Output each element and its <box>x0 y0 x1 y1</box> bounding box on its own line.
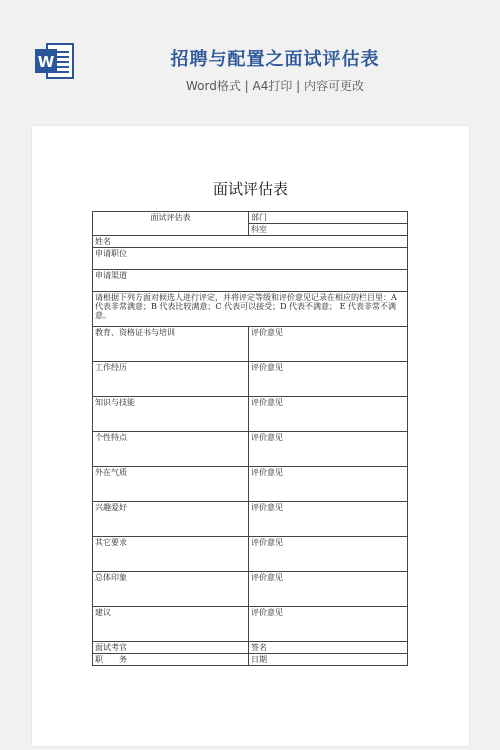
table-row <box>93 292 408 327</box>
page-subtitle: Word格式 | A4打印 | 内容可更改 <box>185 79 365 93</box>
page-header <box>0 0 500 120</box>
word-icon-letter: W <box>37 53 55 71</box>
criteria-row <box>93 397 408 432</box>
criteria-row <box>93 432 408 467</box>
criteria-row <box>93 327 408 362</box>
criteria-row <box>93 572 408 607</box>
criteria-row <box>93 362 408 397</box>
table-row <box>93 248 408 270</box>
form-head-cell: 面试评估表 <box>93 212 249 236</box>
table-row <box>93 236 408 248</box>
table-row <box>93 654 408 666</box>
document-title: 面试评估表 <box>212 180 288 198</box>
evaluation-form-table <box>92 211 408 666</box>
document-page <box>32 126 469 746</box>
criteria-comment: 评价意见 <box>249 607 408 642</box>
dept-cell: 部门 <box>249 212 408 224</box>
criteria-comment: 评价意见 <box>249 327 408 362</box>
criteria-comment: 评价意见 <box>249 397 408 432</box>
word-icon <box>33 40 75 82</box>
criteria-comment: 评价意见 <box>249 537 408 572</box>
job-title-cell: 职 务 <box>93 654 249 666</box>
criteria-label: 工作经历 <box>93 362 249 397</box>
criteria-label: 建议 <box>93 607 249 642</box>
name-cell: 姓名 <box>93 236 408 248</box>
criteria-row <box>93 467 408 502</box>
table-row <box>93 642 408 654</box>
table-row <box>93 270 408 292</box>
criteria-label: 外在气质 <box>93 467 249 502</box>
criteria-comment: 评价意见 <box>249 432 408 467</box>
criteria-comment: 评价意见 <box>249 502 408 537</box>
section-cell: 科室 <box>249 224 408 236</box>
criteria-label: 兴趣爱好 <box>93 502 249 537</box>
criteria-row <box>93 607 408 642</box>
channel-cell: 申请渠道 <box>93 270 408 292</box>
criteria-comment: 评价意见 <box>249 572 408 607</box>
criteria-comment: 评价意见 <box>249 467 408 502</box>
criteria-label: 总体印象 <box>93 572 249 607</box>
criteria-row <box>93 537 408 572</box>
date-cell: 日期 <box>249 654 408 666</box>
criteria-row <box>93 502 408 537</box>
page-title: 招聘与配置之面试评估表 <box>170 49 380 70</box>
position-cell: 申请职位 <box>93 248 408 270</box>
table-row <box>93 212 408 224</box>
interviewer-cell: 面试考官 <box>93 642 249 654</box>
signature-cell: 签名 <box>249 642 408 654</box>
instruction-cell: 请根据下列方面对候选人进行评定，并将评定等级和评价意见记录在相应的栏目里：A 代表非常满意；B 代表比较满意；C 代表可以接受；D 代表不满意； E 代表非常不满意。 <box>93 292 408 327</box>
criteria-label: 其它要求 <box>93 537 249 572</box>
criteria-label: 个性特点 <box>93 432 249 467</box>
criteria-label: 知识与技能 <box>93 397 249 432</box>
criteria-comment: 评价意见 <box>249 362 408 397</box>
criteria-label: 教育、资格证书与培训 <box>93 327 249 362</box>
